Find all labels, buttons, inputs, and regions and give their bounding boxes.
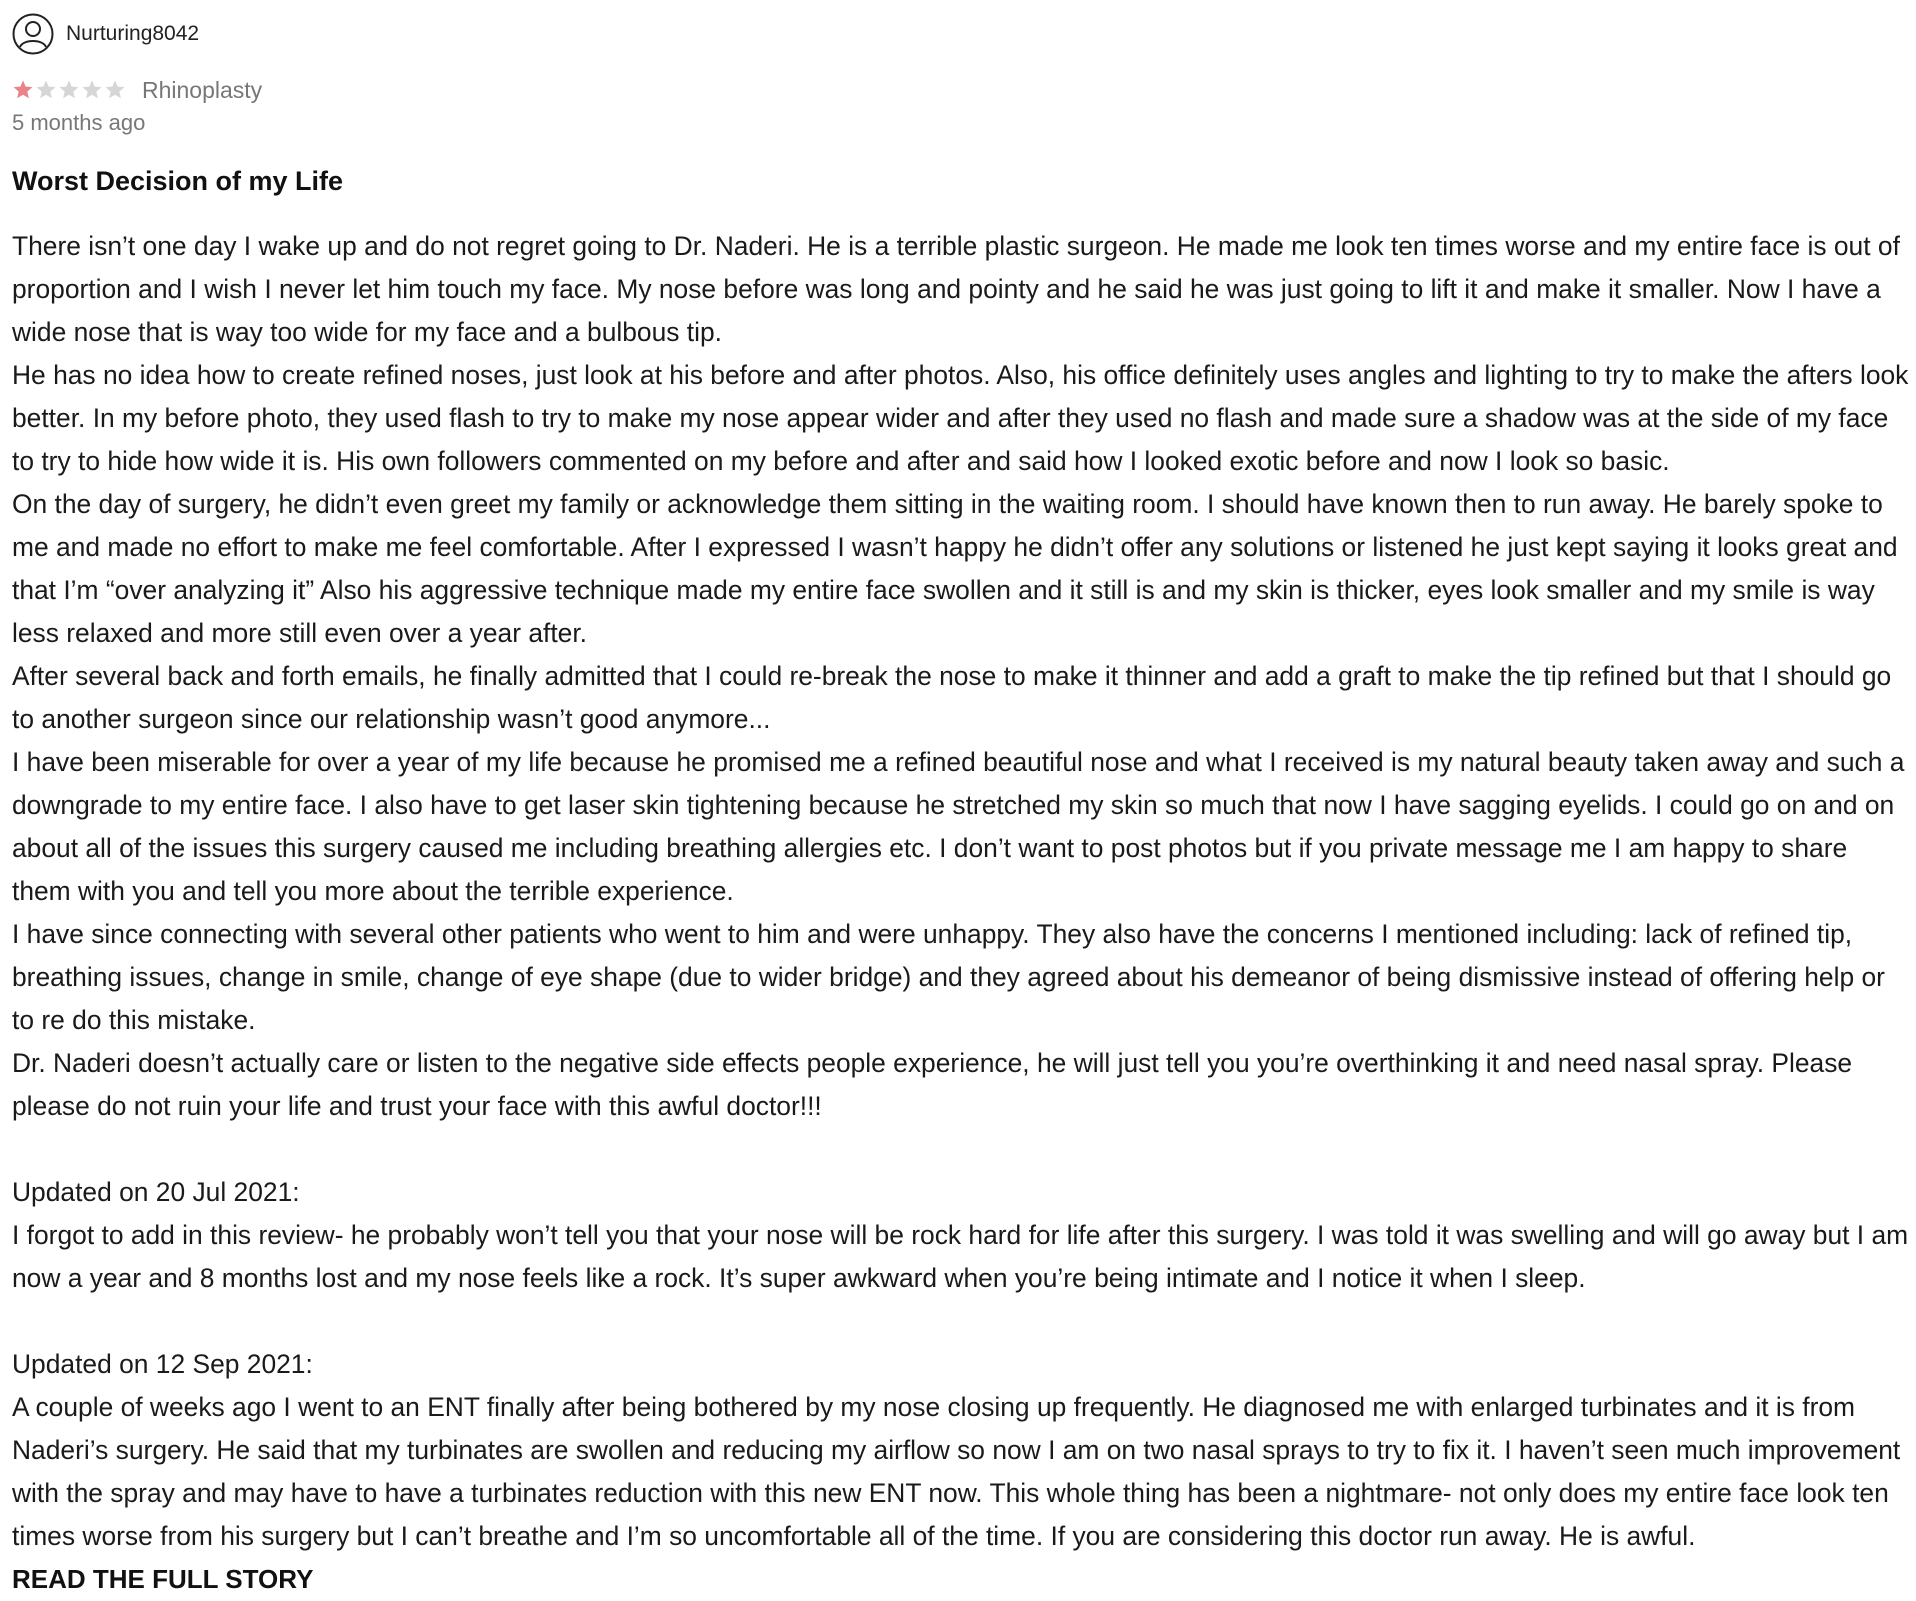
procedure-tag: Rhinoplasty [142, 76, 263, 103]
review-paragraph: After several back and forth emails, he finally admitted that I could re-break the nose to make it thinner and add a graft to make the tip refined but that I should go to another surgeon since our relationship wasn’t good anymore... [12, 661, 1892, 734]
star-empty-icon [104, 79, 126, 101]
read-full-story-link[interactable]: READ THE FULL STORY [12, 1564, 314, 1594]
review-rating-row [12, 76, 1916, 104]
update-text: I forgot to add in this review- he probably won’t tell you that your nose will be rock hard for life after this surgery. I was told it was swelling and will go away but I am now a year and 8 months lost and my nose feels like a rock. It’s super awkward when you’re being intimate and I notice it when I sleep. [12, 1220, 1909, 1293]
star-empty-icon [35, 79, 57, 101]
review-username[interactable]: Nurturing8042 [66, 22, 200, 45]
star-empty-icon [58, 79, 80, 101]
review-author [12, 12, 1916, 56]
update-text: A couple of weeks ago I went to an ENT finally after being bothered by my nose closing up frequently. He diagnosed me with enlarged turbinates and it is from Naderi’s surgery. He said that my turbinates are swollen and reducing my airflow so now I am on two nasal sprays to try to fix it. I haven’t seen much improvement with the spray and may have to have a turbinates reduction with this new ENT now. This whole thing has been a nightmare- not only does my entire face look ten times worse from his surgery but I can’t breathe and I’m so uncomfortable all of the time. If you are considering this doctor run away. He is awful. [12, 1392, 1901, 1551]
star-empty-icon [81, 79, 103, 101]
spacer [12, 1300, 1912, 1343]
star-rating [12, 79, 127, 101]
update-heading: Updated on 12 Sep 2021: [12, 1349, 313, 1379]
review-paragraph: On the day of surgery, he didn’t even greet my family or acknowledge them sitting in the waiting room. I should have known then to run away. He barely spoke to me and made no effort to make me feel comfortable. After I expressed I wasn’t happy he didn’t offer any solutions or listened he just kept saying it looks great and that I’m “over analyzing it” Also his aggressive technique made my entire face swollen and it still is and my skin is thicker, eyes look smaller and my smile is way less relaxed and more still even over a year after. [12, 489, 1898, 648]
review-body [12, 225, 1912, 1601]
update-heading: Updated on 20 Jul 2021: [12, 1177, 300, 1207]
review-paragraph: I have since connecting with several other patients who went to him and were unhappy. They also have the concerns I mentioned including: lack of refined tip, breathing issues, change in smile, change of eye shape (due to wider bridge) and they agreed about his demeanor of being dismissive instead of offering help or to re do this mistake. [12, 919, 1885, 1035]
review-paragraph: I have been miserable for over a year of my life because he promised me a refined beautiful nose and what I received is my natural beauty taken away and such a downgrade to my entire face. I also have to get laser skin tightening because he stretched my skin so much that now I have sagging eyelids. I could go on and on about all of the issues this surgery caused me including breathing allergies etc. I don’t want to post photos but if you private message me I am happy to share them with you and tell you more about the terrible experience. [12, 747, 1905, 906]
spacer [12, 1128, 1912, 1171]
review-paragraph: He has no idea how to create refined noses, just look at his before and after photos. Also, his office definitely uses angles and lighting to try to make the afters look better. In my before photo, they used flash to try to make my nose appear wider and after they used no flash and made sure a shadow was at the side of my face to try to hide how wide it is. His own followers commented on my before and after and said how I looked exotic before and now I look so basic. [12, 360, 1909, 476]
user-circle-icon[interactable] [12, 13, 54, 55]
star-filled-icon [12, 79, 34, 101]
review-paragraph: Dr. Naderi doesn’t actually care or listen to the negative side effects people experience, he will just tell you you’re overthinking it and need nasal spray. Please please do not ruin your life and trust your face with this awful doctor!!! [12, 1048, 1853, 1121]
review-title: Worst Decision of my Life [12, 166, 344, 196]
review-paragraph: There isn’t one day I wake up and do not regret going to Dr. Naderi. He is a terrible plastic surgeon. He made me look ten times worse and my entire face is out of proportion and I wish I never let him touch my face. My nose before was long and pointy and he said he was just going to lift it and make it smaller. Now I have a wide nose that is way too wide for my face and a bulbous tip. [12, 231, 1900, 347]
review-timestamp: 5 months ago [12, 110, 146, 135]
